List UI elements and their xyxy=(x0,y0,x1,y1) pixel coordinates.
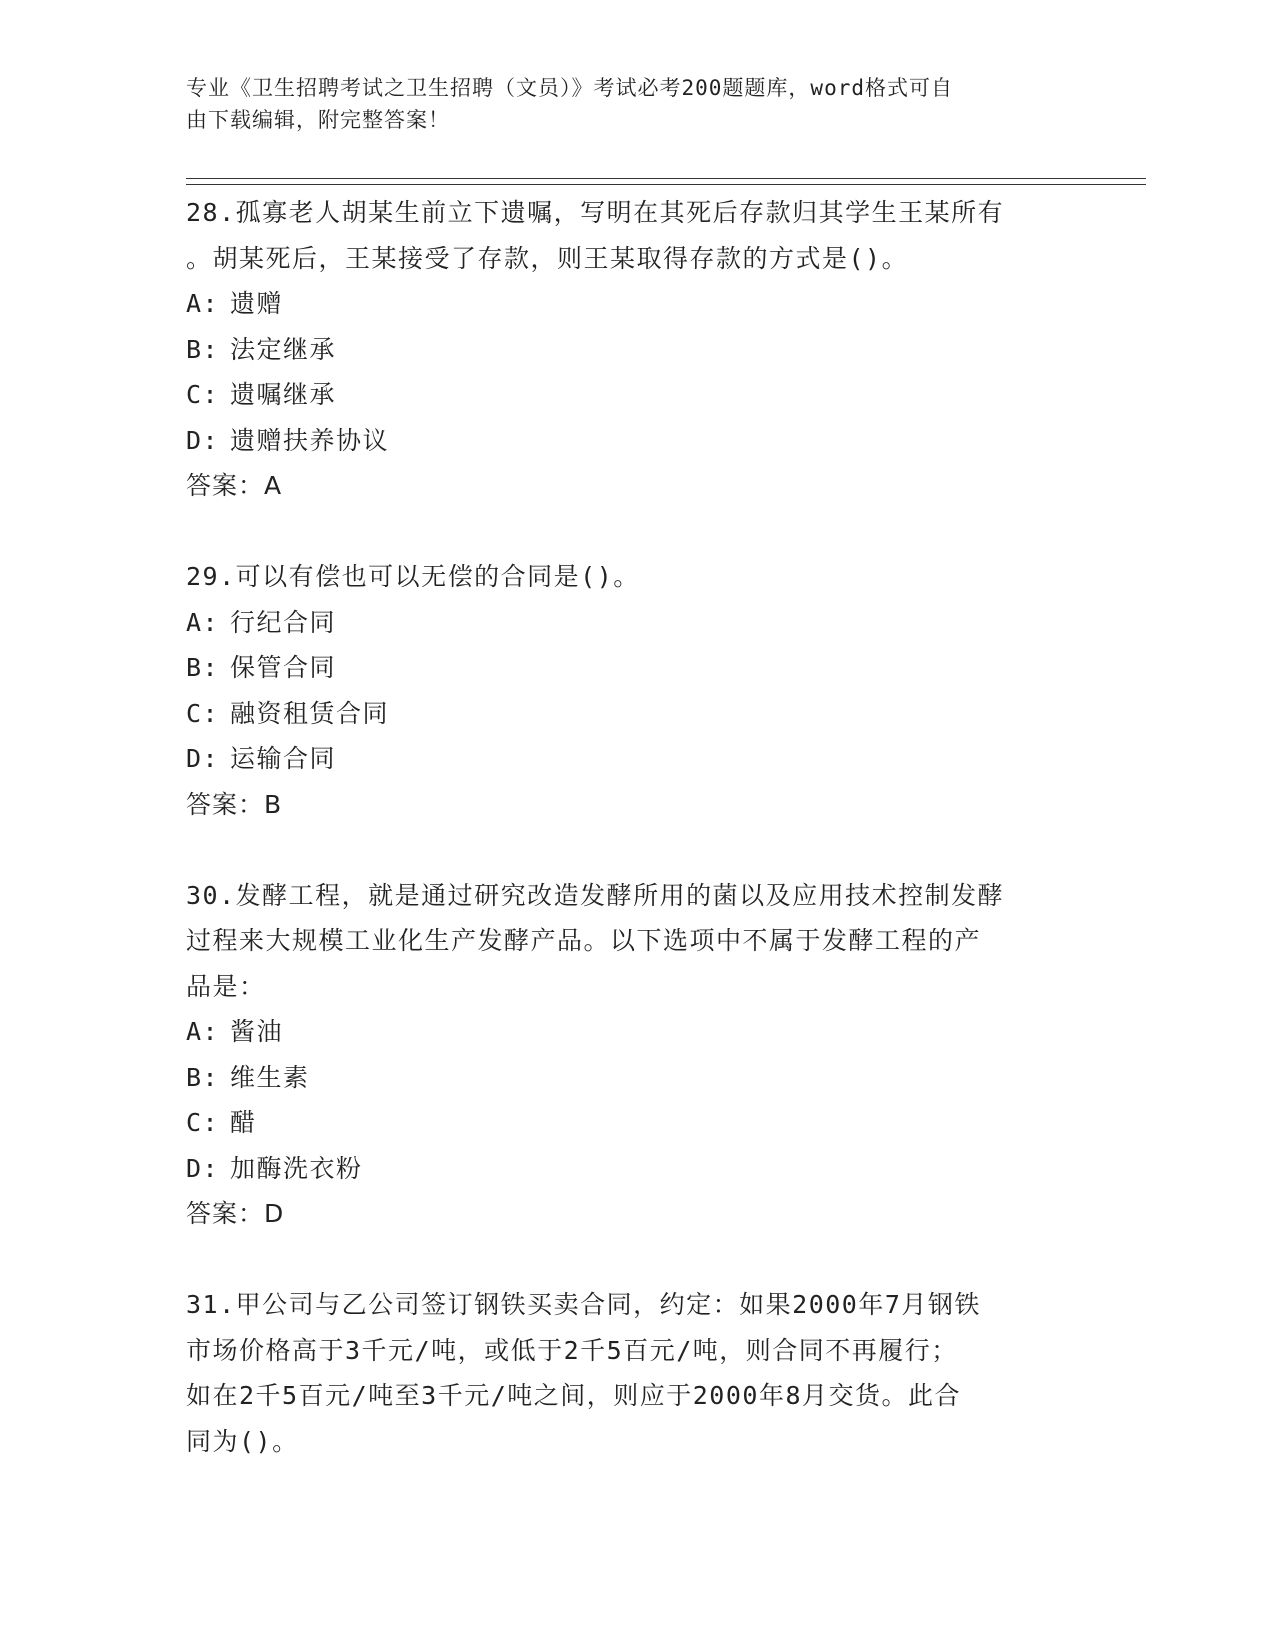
option-text: 维生素 xyxy=(230,1062,310,1092)
stem-line: 市场价格高于3千元/吨，或低于2千5百元/吨，则合同不再履行； xyxy=(186,1335,958,1365)
question-28 xyxy=(186,190,1086,509)
spacer xyxy=(186,1237,1086,1283)
option-letter: A: xyxy=(186,289,220,318)
question-29 xyxy=(186,554,1086,827)
stem-line: 品是： xyxy=(186,971,266,1001)
option-text: 酱油 xyxy=(230,1017,284,1046)
option-letter: D: xyxy=(186,1153,220,1183)
option-b xyxy=(186,327,1086,373)
option-text: 运输合同 xyxy=(230,744,337,773)
document-header xyxy=(186,72,1066,136)
option-text: 醋 xyxy=(230,1108,257,1137)
question-stem xyxy=(186,190,1086,281)
option-letter: B: xyxy=(186,334,220,364)
header-divider-top xyxy=(186,178,1146,179)
header-line-1: 专业《卫生招聘考试之卫生招聘（文员）》考试必考200题题库，word格式可自 xyxy=(186,76,953,100)
spacer xyxy=(186,509,1086,555)
option-letter: C: xyxy=(186,1108,220,1137)
option-text: 保管合同 xyxy=(230,653,337,682)
stem-line: 28.孤寡老人胡某生前立下遗嘱，写明在其死后存款归其学生王某所有 xyxy=(186,198,1005,227)
option-a xyxy=(186,600,1086,646)
option-text: 遗赠扶养协议 xyxy=(230,425,390,455)
option-c xyxy=(186,372,1086,418)
question-stem xyxy=(186,873,1086,1010)
option-letter: D: xyxy=(186,425,220,455)
option-letter: A: xyxy=(186,607,220,637)
header-line-2: 由下载编辑，附完整答案！ xyxy=(186,108,450,132)
stem-line: 同为()。 xyxy=(186,1426,299,1456)
option-letter: C: xyxy=(186,380,220,409)
option-letter: B: xyxy=(186,653,220,682)
stem-line: 过程来大规模工业化生产发酵产品。以下选项中不属于发酵工程的产 xyxy=(186,926,982,955)
question-stem xyxy=(186,554,1086,600)
option-b xyxy=(186,1055,1086,1101)
stem-line: 。胡某死后，王某接受了存款，则王某取得存款的方式是()。 xyxy=(186,243,909,273)
option-letter: D: xyxy=(186,744,220,773)
stem-line: 31.甲公司与乙公司签订钢铁买卖合同，约定：如果2000年7月钢铁 xyxy=(186,1290,981,1319)
answer-line: 答案：D xyxy=(186,1199,285,1228)
option-d xyxy=(186,1146,1086,1192)
option-d xyxy=(186,736,1086,782)
option-letter: C: xyxy=(186,698,220,728)
answer-line: 答案：B xyxy=(186,789,283,819)
question-30 xyxy=(186,873,1086,1237)
option-text: 遗赠 xyxy=(230,289,284,318)
option-letter: B: xyxy=(186,1062,220,1092)
option-text: 遗嘱继承 xyxy=(230,380,337,409)
stem-line: 29.可以有偿也可以无偿的合同是()。 xyxy=(186,562,640,591)
header-divider-bottom xyxy=(186,184,1146,185)
option-a xyxy=(186,1009,1086,1055)
answer-line: 答案：A xyxy=(186,471,283,500)
option-d xyxy=(186,418,1086,464)
stem-line: 30.发酵工程，就是通过研究改造发酵所用的菌以及应用技术控制发酵 xyxy=(186,880,1005,910)
option-text: 法定继承 xyxy=(230,334,337,364)
question-31 xyxy=(186,1282,1086,1464)
option-text: 行纪合同 xyxy=(230,607,337,637)
option-text: 加酶洗衣粉 xyxy=(230,1153,363,1183)
option-text: 融资租赁合同 xyxy=(230,698,390,728)
option-c xyxy=(186,1100,1086,1146)
question-stem xyxy=(186,1282,1086,1464)
option-b xyxy=(186,645,1086,691)
spacer xyxy=(186,827,1086,873)
option-letter: A: xyxy=(186,1017,220,1046)
question-list xyxy=(186,190,1086,1464)
option-a xyxy=(186,281,1086,327)
stem-line: 如在2千5百元/吨至3千元/吨之间，则应于2000年8月交货。此合 xyxy=(186,1381,962,1410)
option-c xyxy=(186,691,1086,737)
